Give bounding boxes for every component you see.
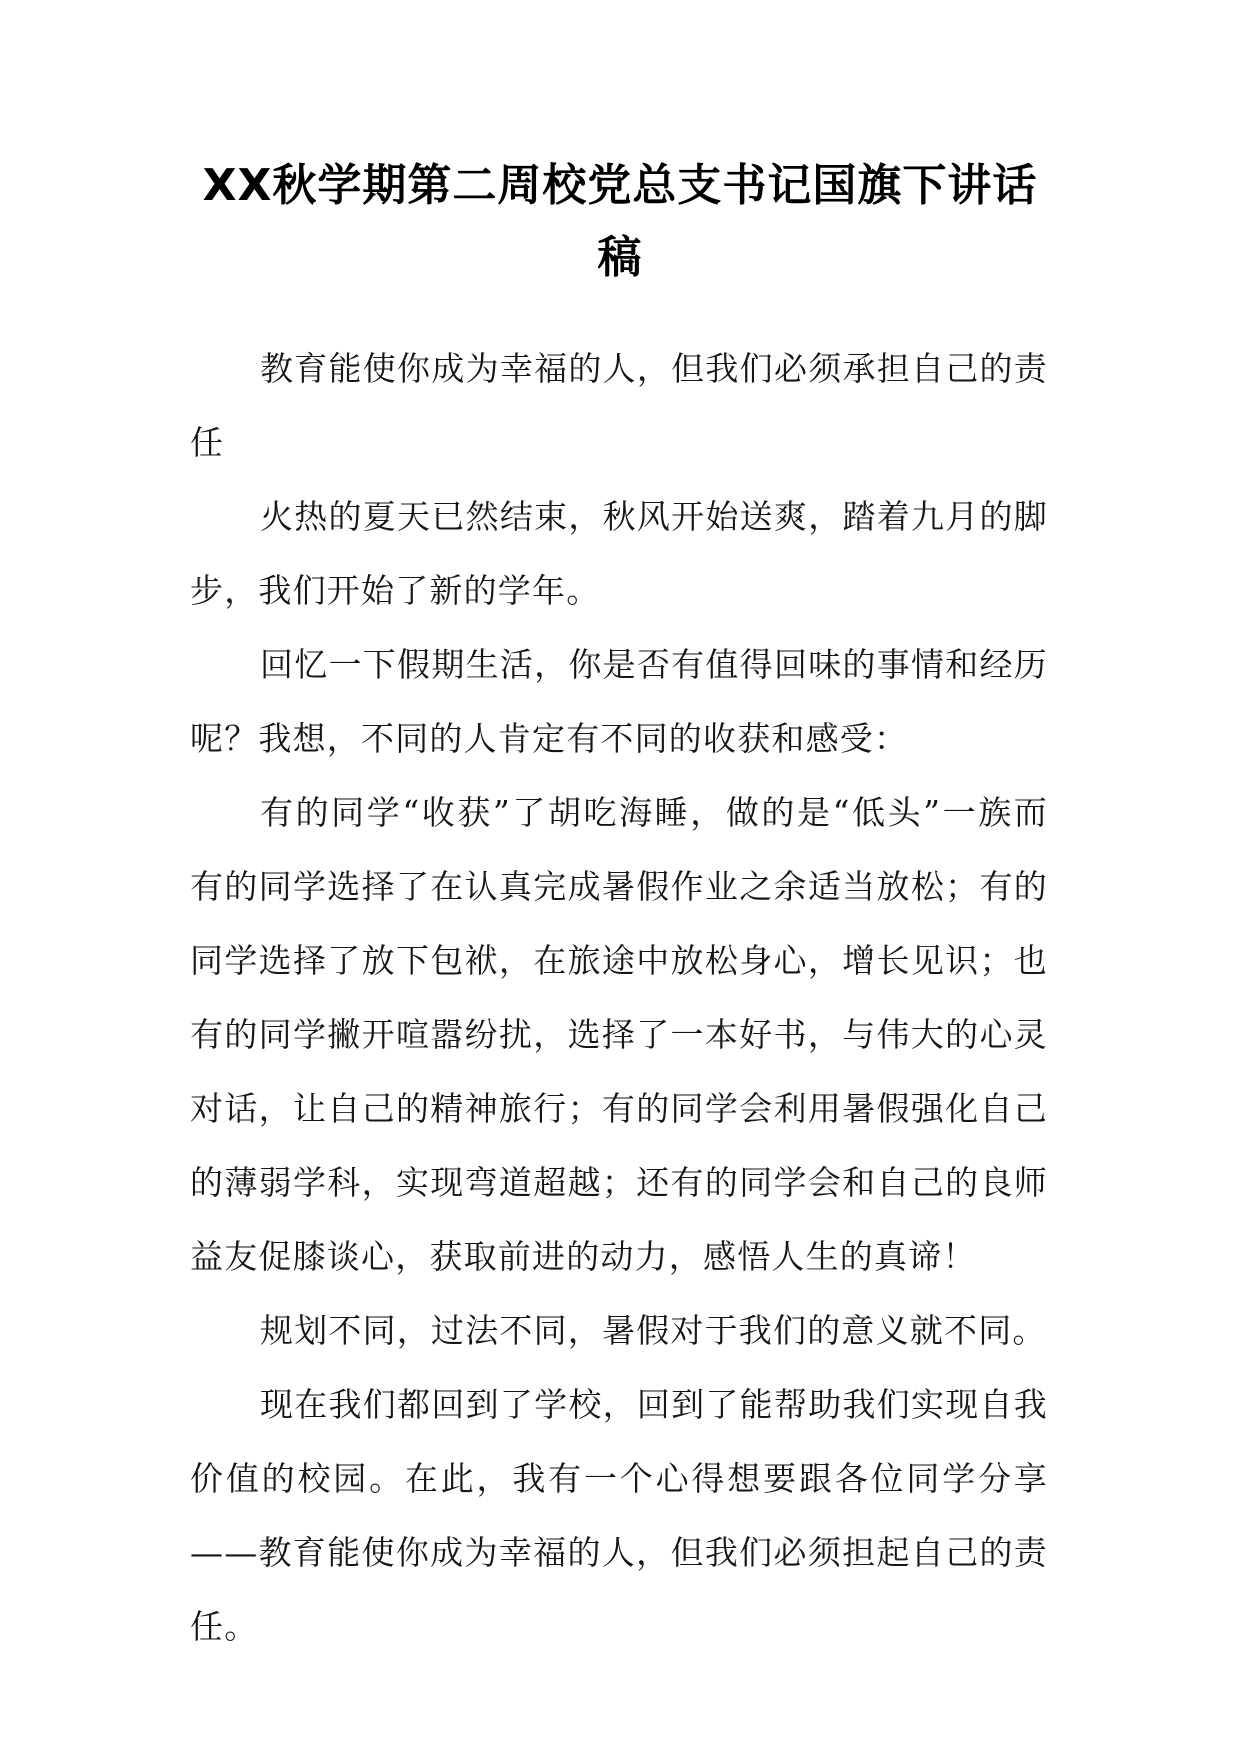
document-body (190, 332, 1048, 1664)
paragraph: 现在我们都回到了学校，回到了能帮助我们实现自我价值的校园。在此，我有一个心得想要跟各位同学分享——教育能使你成为幸福的人，但我们必须担起自己的责任。 (190, 1385, 1048, 1646)
document-title: XX秋学期第二周校党总支书记国旗下讲话稿 (202, 160, 1038, 283)
paragraph: 规划不同，过法不同，暑假对于我们的意义就不同。 (260, 1311, 1047, 1350)
paragraph: 回忆一下假期生活，你是否有值得回味的事情和经历呢？我想，不同的人肯定有不同的收获和感受： (190, 645, 1048, 758)
paragraph: 教育能使你成为幸福的人，但我们必须承担自己的责任 (190, 349, 1048, 462)
paragraph: 火热的夏天已然结束，秋风开始送爽，踏着九月的脚步，我们开始了新的学年。 (190, 497, 1048, 610)
paragraph: 有的同学“收获”了胡吃海睡，做的是“低头”一族而有的同学选择了在认真完成暑假作业之余适当放松；有的同学选择了放下包袱，在旅途中放松身心，增长见识；也有的同学撇开喧嚣纷扰，选择了一本好书，与伟大的心灵对话，让自己的精神旅行；有的同学会利用暑假强化自己的薄弱学科，实现弯道超越；还有的同学会和自己的良师益友促膝谈心，获取前进的动力，感悟人生的真谛！ (190, 793, 1048, 1276)
